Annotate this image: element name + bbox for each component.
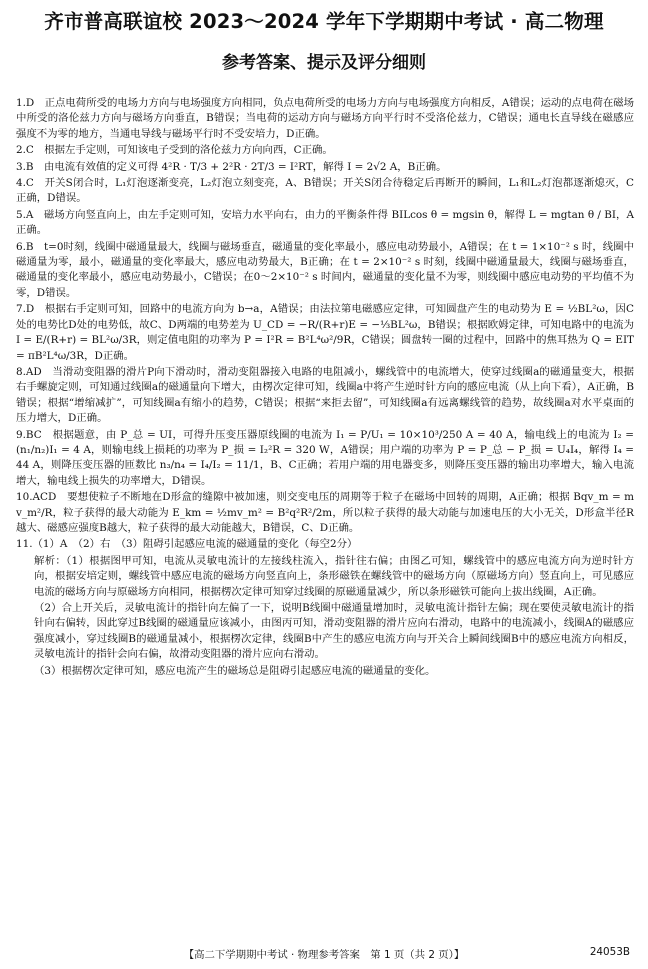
answer-10: 10.ACD 要想使粒子不断地在D形盒的缝隙中被加速，则交变电压的周期等于粒子在磁场中回转的周期，A正确；根据 Bqv_m = m v_m²/R，粒子获得的最大动能为 E_km = ½mv_m² = B²q²R²/2m，所以粒子获得的最大动能与加速电压的大小无关，D形盒半径R越大、磁感应强度B越大，粒子获得的最大动能越大，B错误，C、D正确。: [16, 491, 634, 534]
analysis-part-2: （2）合上开关后，灵敏电流计的指针向左偏了一下，说明B线圈中磁通量增加时，灵敏电流计指针左偏；现在要使灵敏电流计的指针向右偏转，因此穿过B线圈的磁通量应该减小，由图丙可知，滑动变阻器的滑片应向右滑动，电路中的电流减小，线圈A的磁感应强度减小，穿过线圈B的磁通量减小，根据楞次定律，线圈B中产生的感应电流方向与开关合上瞬间线圈B中的感应电流方向相反，灵敏电流计的指针会向右偏，故滑动变阻器的滑片应向右滑动。: [34, 602, 634, 661]
answer-11: 11.（1）A （2）右 （3）阻碍引起感应电流的磁通量的变化（每空2分）: [16, 538, 358, 551]
answers-body: [16, 96, 634, 680]
analysis-part-1: 解析：（1）根据图甲可知，电流从灵敏电流计的左接线柱流入，指针往右偏；由图乙可知，螺线管中的感应电流方向为逆时针方向，根据安培定则，螺线管中感应电流的磁场方向竖直向上，条形磁铁在螺线管中的磁场方向（原磁场方向）竖直向上，可见感应电流的磁场方向与原磁场方向相同，根据楞次定律可知穿过线圈的原磁通量减少，所以条形磁铁可能向上拔出线圈，A正确。: [34, 554, 634, 598]
footer-page-label: 【高二下学期期中考试 · 物理参考答案 第 1 页（共 2 页）】: [183, 949, 465, 961]
answer-8: 8.AD 当滑动变阻器的滑片P向下滑动时，滑动变阻器接入电路的电阻减小，螺线管中的电流增大，使穿过线圈a的磁通量变大，根据右手螺旋定则，可知通过线圈a的磁通量向下增大，由楞次定律可知，线圈a中将产生逆时针方向的感应电流（从上向下看），A正确，B错误；根据“增缩减扩”，可知线圈a有缩小的趋势，C错误；根据“来拒去留”，可知线圈a有远离螺线管的趋势，故线圈a对水平桌面的压力增大，D正确。: [16, 365, 634, 425]
answer-2: 2.C 根据左手定则，可知该电子受到的洛伦兹力方向向西，C正确。: [16, 144, 333, 157]
answer-1: 1.D 正点电荷所受的电场力方向与电场强度方向相同，负点电荷所受的电场力方向与电场强度方向相反，A错误；运动的点电荷在磁场中所受的洛伦兹力方向与磁场方向垂直，B错误；当电荷的运动方向与磁场方向平行时不受洛伦兹力，C错误；通电长直导线在磁感应强度不为零的地方，当通电导线与磁场平行时不受安培力，D正确。: [16, 97, 635, 140]
answer-3: 3.B 由电流有效值的定义可得 4²R · T/3 + 2²R · 2T/3 = I²RT，解得 I = 2√2 A，B正确。: [16, 160, 447, 173]
footer-code: 24053B: [589, 946, 630, 958]
answer-4: 4.C 开关S闭合时，L₁灯泡逐渐变亮，L₂灯泡立刻变亮，A、B错误；开关S闭合待稳定后再断开的瞬间，L₁和L₂灯泡都逐渐熄灭，C正确，D错误。: [16, 177, 634, 205]
page-footer: [0, 946, 648, 962]
analysis-part-3: （3）根据楞次定律可知，感应电流产生的磁场总是阻碍引起感应电流的磁通量的变化。: [34, 664, 436, 677]
answer-6: 6.B t=0时刻，线圈中磁通量最大，线圈与磁场垂直，磁通量的变化率最小，感应电动势最小，A错误；在 t = 1×10⁻² s 时，线圈中磁通量为零，最小，磁通量的变化率最大，感应电动势最大，B正确；在 t = 2×10⁻² s 时刻，线圈中磁通量最大，线圈与磁场垂直，磁通量的变化率最小，感应电动势最小，C错误；在0～2×10⁻² s 时间内，磁通量的变化量不为零，则线圈中感应电动势的平均值不为零，D错误。: [16, 240, 634, 299]
answer-7: 7.D 根据右手定则可知，回路中的电流方向为 b→a，A错误；由法拉第电磁感应定律，可知圆盘产生的电动势为 E = ½BL²ω，因C处的电势比D处的电势低，故C、D两端的电势差为 U_CD = −R/(R+r)E = −⅓BL²ω，B错误；根据欧姆定律，可知电路中的电流为 I = E/(R+r) = BL²ω/3R，则定值电阻的功率为 P = I²R = B²L⁴ω²/9R，C错误；圆盘转一圈的过程中，回路中的焦耳热为 Q = EIT = πB²L⁴ω/3R，D正确。: [16, 303, 634, 362]
answer-5: 5.A 磁场方向竖直向上，由左手定则可知，安培力水平向右，由力的平衡条件得 BILcos θ = mgsin θ，解得 L = mgtan θ / BI，A正确。: [16, 208, 634, 237]
page-subtitle: 参考答案、提示及评分细则: [222, 53, 426, 73]
answer-9: 9.BC 根据题意，由 P_总 = UI，可得升压变压器原线圈的电流为 I₁ = P/U₁ = 10×10³/250 A = 40 A，输电线上的电流为 I₂ = (n₁/n₂)I₁ = 4 A，则输电线上损耗的功率为 P_损 = I₂²R = 320 W，A错误；用户端的功率为 P = P_总 − P_损 = U₄I₄，解得 I₄ = 44 A，则降压变压器的匝数比 n₃/n₄ = I₄/I₂ = 11/1，B、C正确；若用户端的用电器变多，则降压变压器的输出功率增大，输入电流增大，输电线上损失的功率增大，D错误。: [16, 428, 634, 487]
page-title: 齐市普高联谊校 2023～2024 学年下学期期中考试 · 高二物理: [44, 10, 604, 33]
